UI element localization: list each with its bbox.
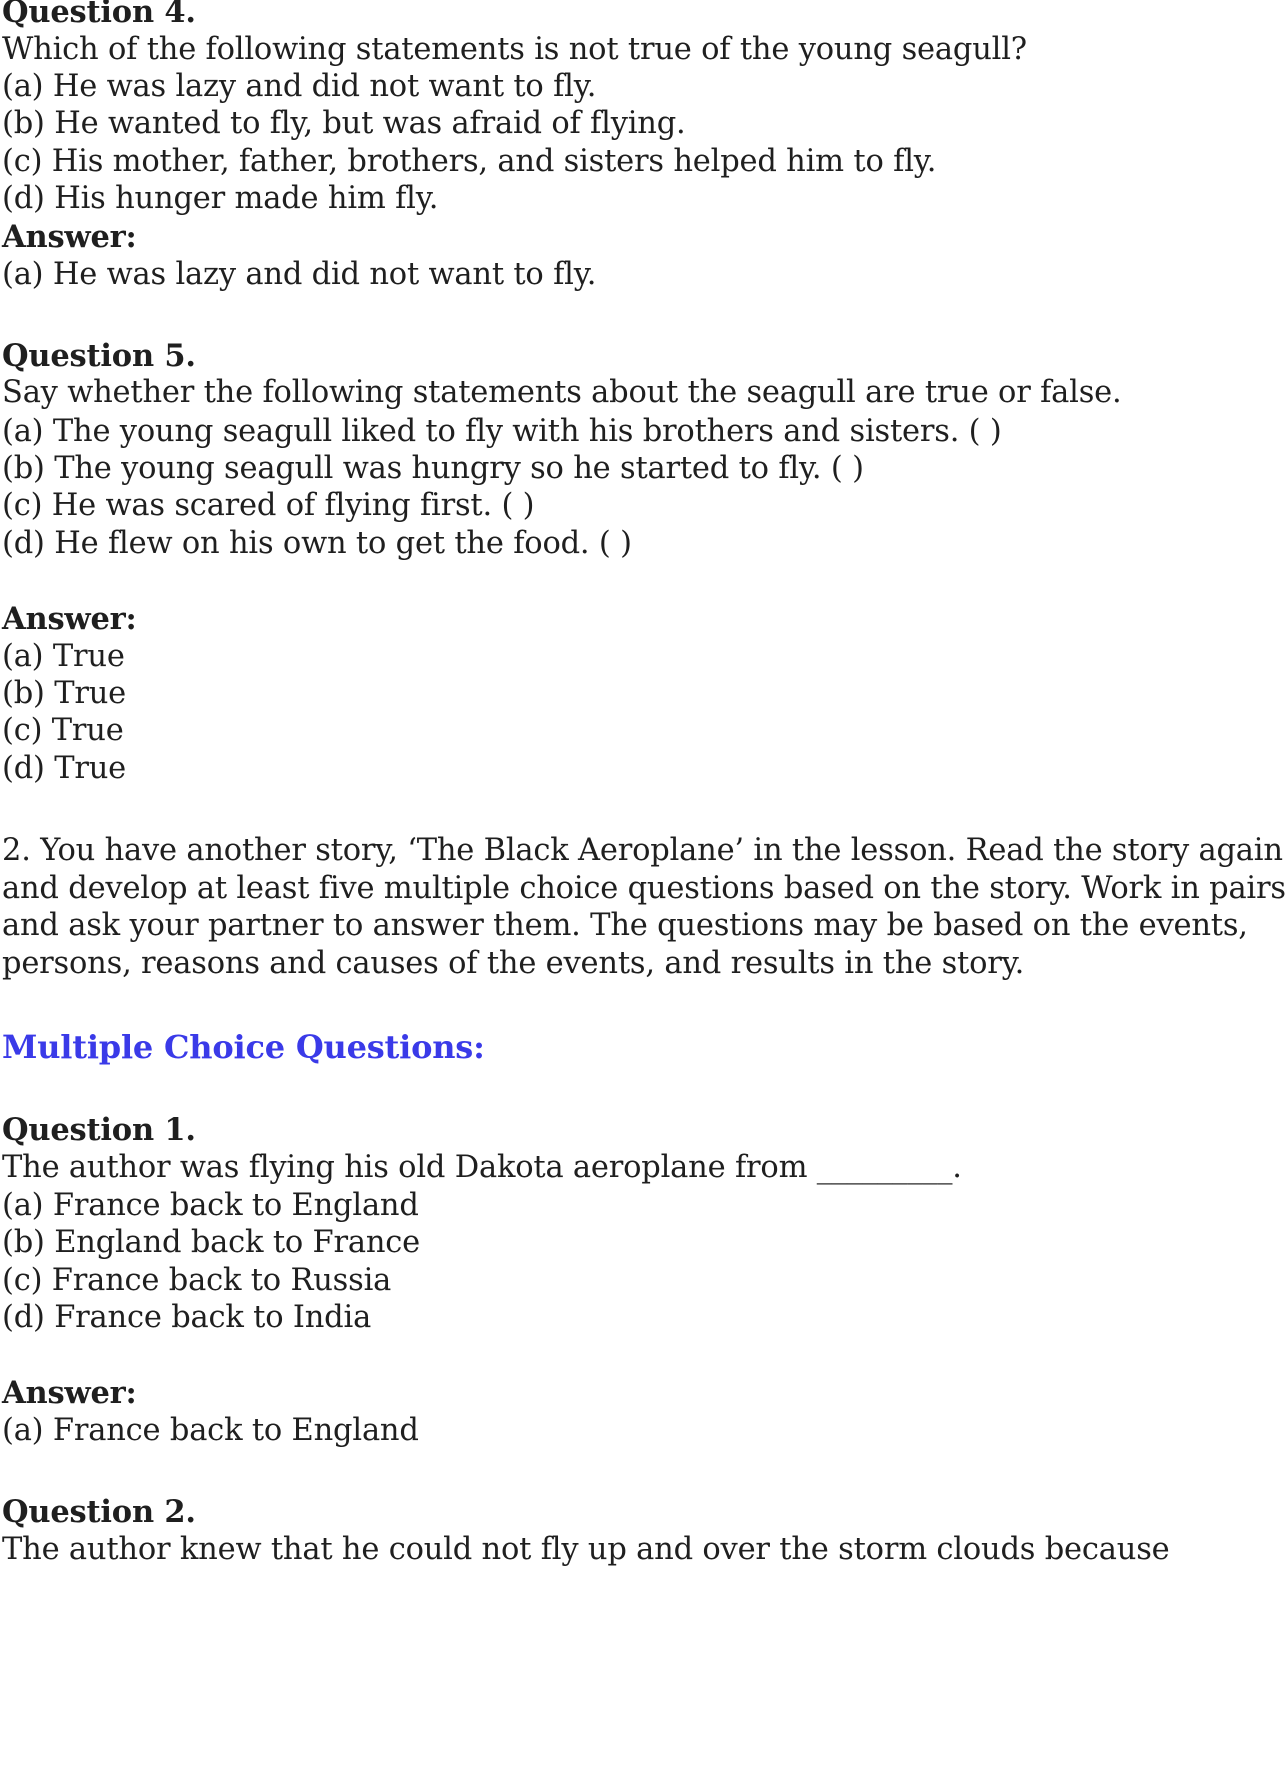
mcq-question-1-option-a: (a) France back to England [2,1188,419,1223]
mcq-question-2-prompt: The author knew that he could not fly up and over the storm clouds because [2,1532,1170,1567]
question-5-statement-d: (d) He flew on his own to get the food. ( ) [2,526,632,561]
question-4-prompt: Which of the following statements is not true of the young seagull? [2,32,1027,67]
task-2-line-4: persons, reasons and causes of the events, and results in the story. [2,946,1025,981]
question-5-answer-c: (c) True [2,713,124,748]
mcq-question-2-title: Question 2. [2,1494,196,1530]
question-5-statement-b: (b) The young seagull was hungry so he started to fly. ( ) [2,451,864,486]
task-2-line-2: and develop at least five multiple choice questions based on the story. Work in pairs [2,871,1286,906]
question-4-option-c: (c) His mother, father, brothers, and sisters helped him to fly. [2,144,937,179]
question-4-option-a: (a) He was lazy and did not want to fly. [2,69,597,104]
task-2-line-1: 2. You have another story, ‘The Black Aeroplane’ in the lesson. Read the story again [2,833,1283,868]
mcq-question-1-option-d: (d) France back to India [2,1300,372,1335]
task-2-line-3: and ask your partner to answer them. The questions may be based on the events, [2,908,1248,943]
question-5-prompt: Say whether the following statements about the seagull are true or false. [2,375,1122,410]
question-5-answer-d: (d) True [2,751,127,786]
question-5-title: Question 5. [2,338,196,374]
mcq-heading: Multiple Choice Questions: [2,1028,485,1066]
question-5-answer-b: (b) True [2,676,127,711]
question-5-answer-label: Answer: [2,601,137,637]
question-4-answer-label: Answer: [2,219,137,255]
question-5-answer-a: (a) True [2,639,125,674]
question-5-statement-c: (c) He was scared of flying first. ( ) [2,488,535,523]
question-5-statement-a: (a) The young seagull liked to fly with his brothers and sisters. ( ) [2,414,1002,449]
mcq-question-1-option-c: (c) France back to Russia [2,1263,392,1298]
mcq-question-1-prompt: The author was flying his old Dakota aeroplane from _________. [2,1150,962,1185]
mcq-question-1-answer: (a) France back to England [2,1413,419,1448]
mcq-question-1-title: Question 1. [2,1112,196,1148]
question-4-answer: (a) He was lazy and did not want to fly. [2,257,597,292]
mcq-question-1-answer-label: Answer: [2,1375,137,1411]
question-4-option-d: (d) His hunger made him fly. [2,181,439,216]
question-4-option-b: (b) He wanted to fly, but was afraid of flying. [2,106,686,141]
mcq-question-1-option-b: (b) England back to France [2,1225,421,1260]
question-4-title: Question 4. [2,0,196,30]
